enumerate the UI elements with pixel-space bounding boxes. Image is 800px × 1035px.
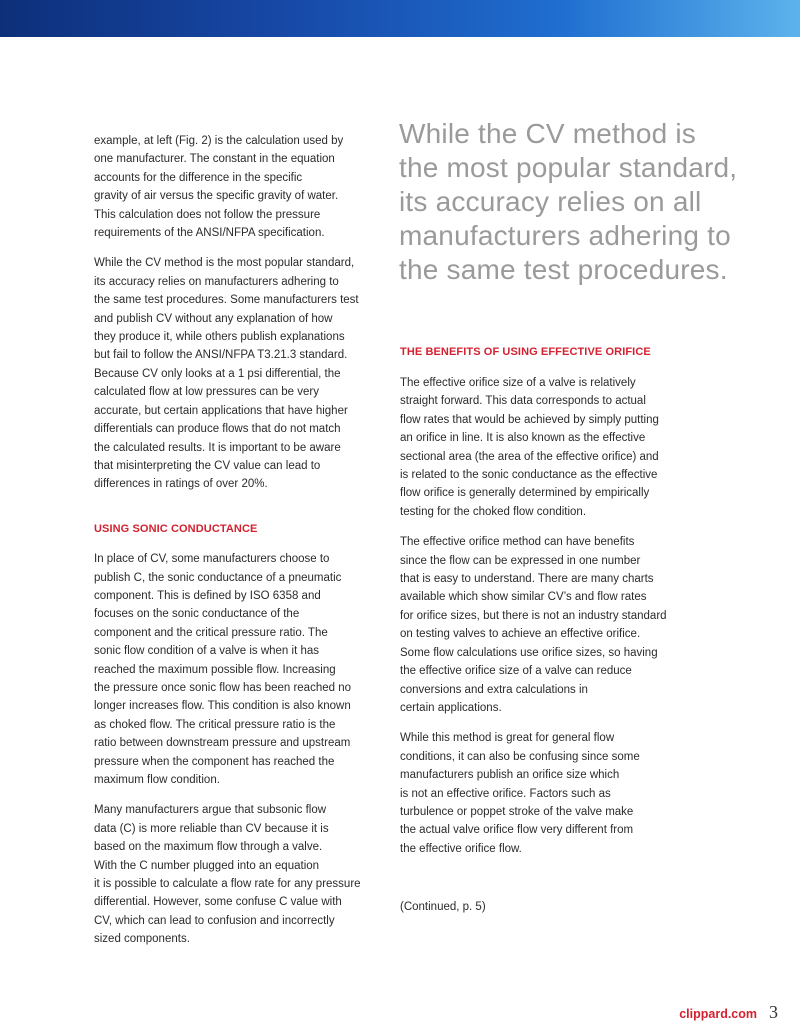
left-paragraph-1: example, at left (Fig. 2) is the calculation used by one manufacturer. The constant in the equation accounts for the difference in the specific gravity of air versus the specific gravity of water. This calculation does not follow the pressure requirements of the ANSI/NFPA specification. — [94, 135, 344, 240]
left-column — [94, 132, 369, 961]
page-number: 3 — [769, 1002, 778, 1022]
section-heading-sonic-conductance: USING SONIC CONDUCTANCE — [94, 522, 258, 535]
right-paragraph-3: While this method is great for general flow conditions, it can also be confusing since some manufacturers publish an orifice size which is not an effective orifice. Factors such as turbulence or poppet stroke of the valve make the actual valve orifice flow very different from the effective orifice flow. — [400, 732, 640, 855]
continued-note: (Continued, p. 5) — [400, 901, 486, 913]
page-footer — [679, 1002, 778, 1023]
right-paragraph-2: The effective orifice method can have benefits since the flow can be expressed in one number that is easy to understand. There are many charts available which show similar CV’s and flow rates for orifice sizes, but there is not an industry standard on testing valves to achieve an effective orifice. Some flow calculations use orifice sizes, so having the effective orifice size of a valve can reduce conversions and extra calculations in certain applications. — [400, 536, 667, 714]
left-paragraph-2: While the CV method is the most popular standard, its accuracy relies on manufacturers adhering to the same test procedures. Some manufacturers test and publish CV without any explanation of how they produce it, while others publish explanations but fail to follow the ANSI/NFPA T3.21.3 standard. Because CV only looks at a 1 psi differential, the calculated flow at low pressures can be very accurate, but certain applications that have higher differentials can produce flows that do not match the calculated results. It is important to be aware that misinterpreting the CV value can lead to differences in ratings of over 20%. — [94, 257, 359, 491]
right-column — [400, 374, 700, 870]
site-link[interactable]: clippard.com — [679, 1007, 757, 1021]
left-paragraph-4: Many manufacturers argue that subsonic flow data (C) is more reliable than CV because it is based on the maximum flow through a valve. With the C number plugged into an equation it is possible to calculate a flow rate for any pressure differential. However, some confuse C value with CV, which can lead to confusion and incorrectly sized components. — [94, 804, 361, 946]
pull-quote: While the CV method is the most popular standard, its accuracy relies on all manufacturers adhering to the same test procedures. — [399, 118, 738, 285]
right-paragraph-1: The effective orifice size of a valve is relatively straight forward. This data corresponds to actual flow rates that would be achieved by simply putting an orifice in line. It is also known as the effective sectional area (the area of the effective orifice) and is related to the sonic conductance as the effective flow orifice is generally determined by empirically testing for the choked flow condition. — [400, 377, 659, 518]
left-paragraph-3: In place of CV, some manufacturers choose to publish C, the sonic conductance of a pneumatic component. This is defined by ISO 6358 and focuses on the sonic conductance of the component and the critical pressure ratio. The sonic flow condition of a valve is when it has reached the maximum possible flow. Increasing the pressure once sonic flow has been reached no longer increases flow. This condition is also known as choked flow. The critical pressure ratio is the ratio between downstream pressure and upstream pressure when the component has reached the maximum flow condition. — [94, 553, 351, 786]
header-banner — [0, 0, 800, 37]
section-heading-effective-orifice: THE BENEFITS OF USING EFFECTIVE ORIFICE — [400, 346, 651, 358]
